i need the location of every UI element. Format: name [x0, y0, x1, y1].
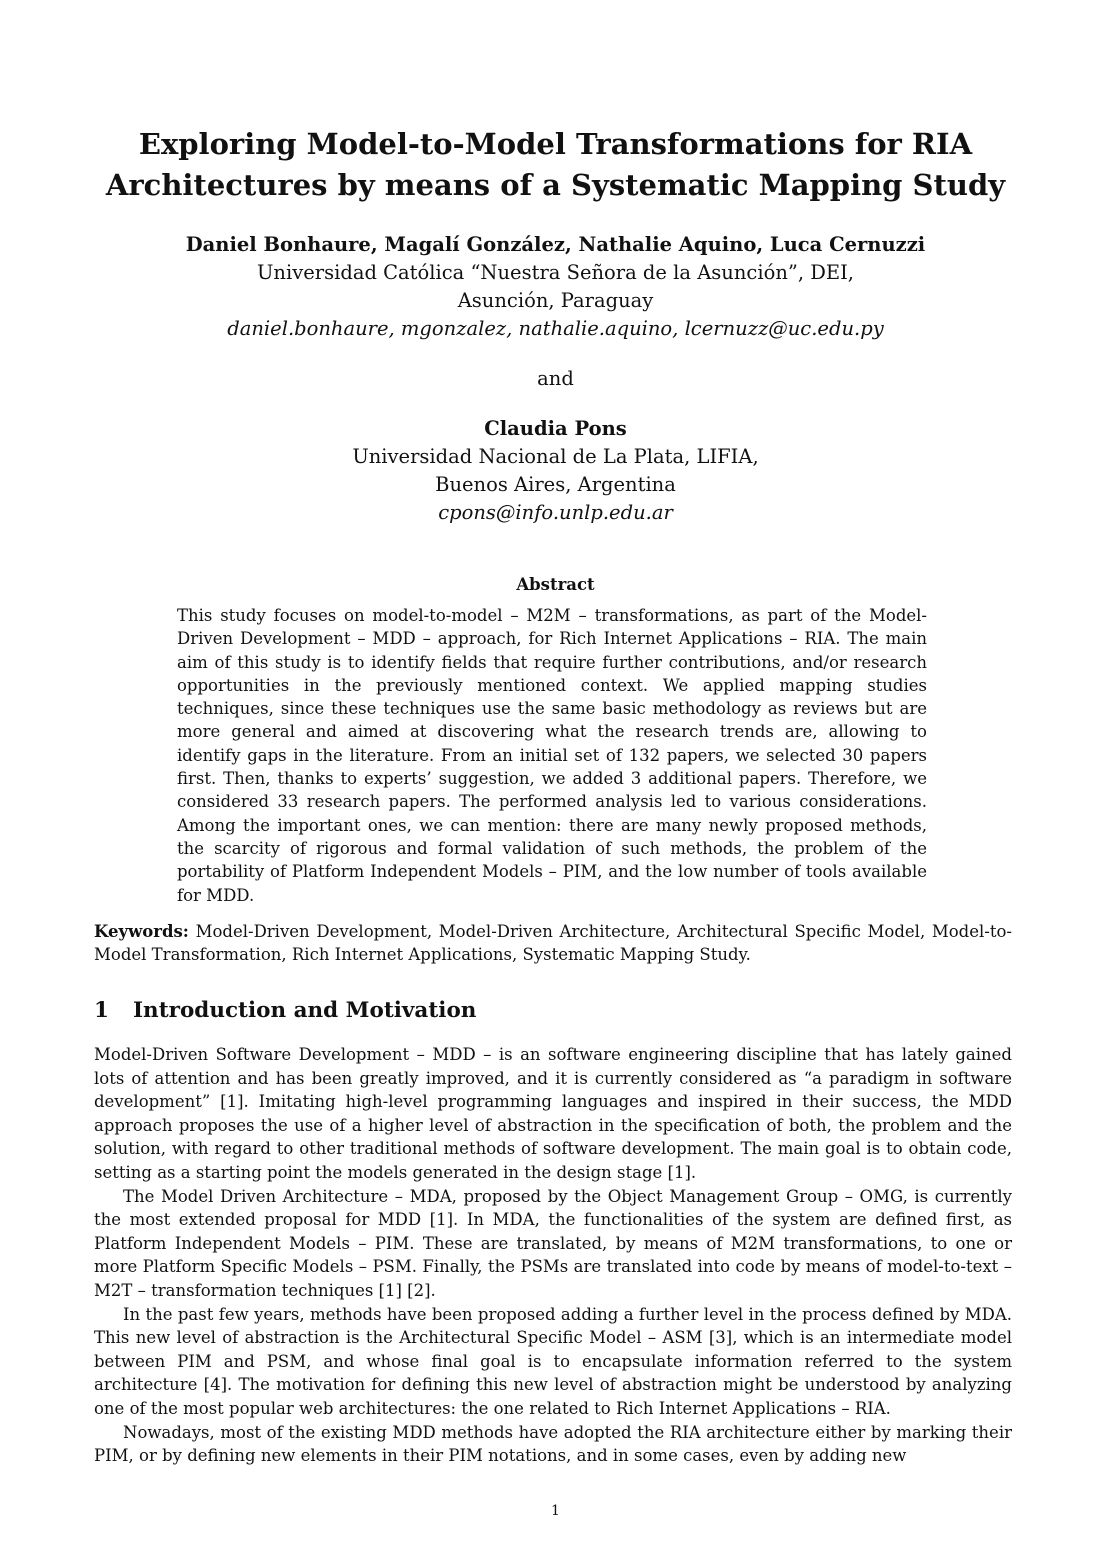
body-paragraph: Model-Driven Software Development – MDD – is an software engineering discipline that has lately gained lots of attention and has been greatly improved, and it is currently considered as “a paradigm in software development” [1]. Imitating high-level programming languages and inspired in their success, the MDD approach proposes the use of a higher level of abstraction in the specification of both, the problem and the solution, with regard to other traditional methods of software development. The main goal is to obtain code, setting as a starting point the models generated in the design stage [1]. [94, 1045, 1012, 1182]
abstract-heading: Abstract [516, 575, 595, 594]
abstract-text: This study focuses on model-to-model – M2M – transformations, as part of the Model-Driven Development – MDD – approach, for Rich Internet Applications – RIA. The main aim of this study is to identify fields that require further contributions, and/or research opportunities in the previously mentioned context. We applied mapping studies techniques, since these techniques use the same basic methodology as reviews but are more general and aimed at discovering what the research trends are, allowing to identify gaps in the literature. From an initial set of 132 papers, we selected 30 papers first. Then, thanks to experts’ suggestion, we added 3 additional papers. Therefore, we considered 33 research papers. The performed analysis led to various considerations. Among the important ones, we can mention: there are many newly proposed methods, the scarcity of rigorous and formal validation of such methods, the problem of the portability of Platform Independent Models – PIM, and the low number of tools available for MDD. [177, 606, 927, 905]
affiliation-1-line-1: Universidad Católica “Nuestra Señora de la Asunción”, DEI, [256, 261, 855, 284]
section-body [94, 1043, 1012, 1468]
paper-title [0, 124, 1111, 206]
body-paragraph: In the past few years, methods have been proposed adding a further level in the process defined by MDA. This new level of abstraction is the Architectural Specific Model – ASM [3], which is an intermediate model between PIM and PSM, and whose final goal is to encapsulate information referred to the system architecture [4]. The motivation for defining this new level of abstraction might be understood by analyzing one of the most popular web architectures: the one related to Rich Internet Applications – RIA. [94, 1304, 1012, 1418]
authors-group-2 [0, 415, 1111, 527]
affiliation-2-line-2: Buenos Aires, Argentina [435, 473, 676, 496]
author-email-2: cpons@info.unlp.edu.ar [438, 501, 673, 524]
author-names-1: Daniel Bonhaure, Magalí González, Nathalie Aquino, Luca Cernuzzi [185, 233, 926, 256]
author-emails-1: daniel.bonhaure, mgonzalez, nathalie.aquino, lcernuzz@uc.edu.py [227, 317, 884, 340]
title-line-1: Exploring Model-to-Model Transformations for RIA [138, 127, 973, 161]
body-paragraph: The Model Driven Architecture – MDA, proposed by the Object Management Group – OMG, is currently the most extended proposal for MDD [1]. In MDA, the functionalities of the system are defined first, as Platform Independent Models – PIM. These are translated, by means of M2M transformations, to one or more Platform Specific Models – PSM. Finally, the PSMs are translated into code by means of model-to-text – M2T – transformation techniques [1] [2]. [94, 1186, 1012, 1300]
title-line-2: Architectures by means of a Systematic Mapping Study [105, 168, 1006, 202]
section-number: 1 [94, 998, 109, 1023]
keywords [94, 920, 1012, 967]
affiliation-1-line-2: Asunción, Paraguay [457, 289, 654, 312]
page-number: 1 [551, 1503, 560, 1519]
author-name-2: Claudia Pons [484, 417, 627, 440]
affiliation-2-line-1: Universidad Nacional de La Plata, LIFIA, [352, 445, 759, 468]
keywords-label: Keywords: [94, 922, 189, 941]
section-heading [94, 996, 476, 1026]
body-paragraph: Nowadays, most of the existing MDD methods have adopted the RIA architecture either by marking their PIM, or by defining new elements in their PIM notations, and in some cases, even by adding new [94, 1422, 1012, 1466]
section-title: Introduction and Motivation [133, 998, 477, 1023]
authors-group-1 [0, 231, 1111, 343]
and-separator: and [537, 367, 574, 390]
keywords-text: Model-Driven Development, Model-Driven Architecture, Architectural Specific Model, Model-to-Model Transformation, Rich Internet Applications, Systematic Mapping Study. [94, 922, 1012, 965]
